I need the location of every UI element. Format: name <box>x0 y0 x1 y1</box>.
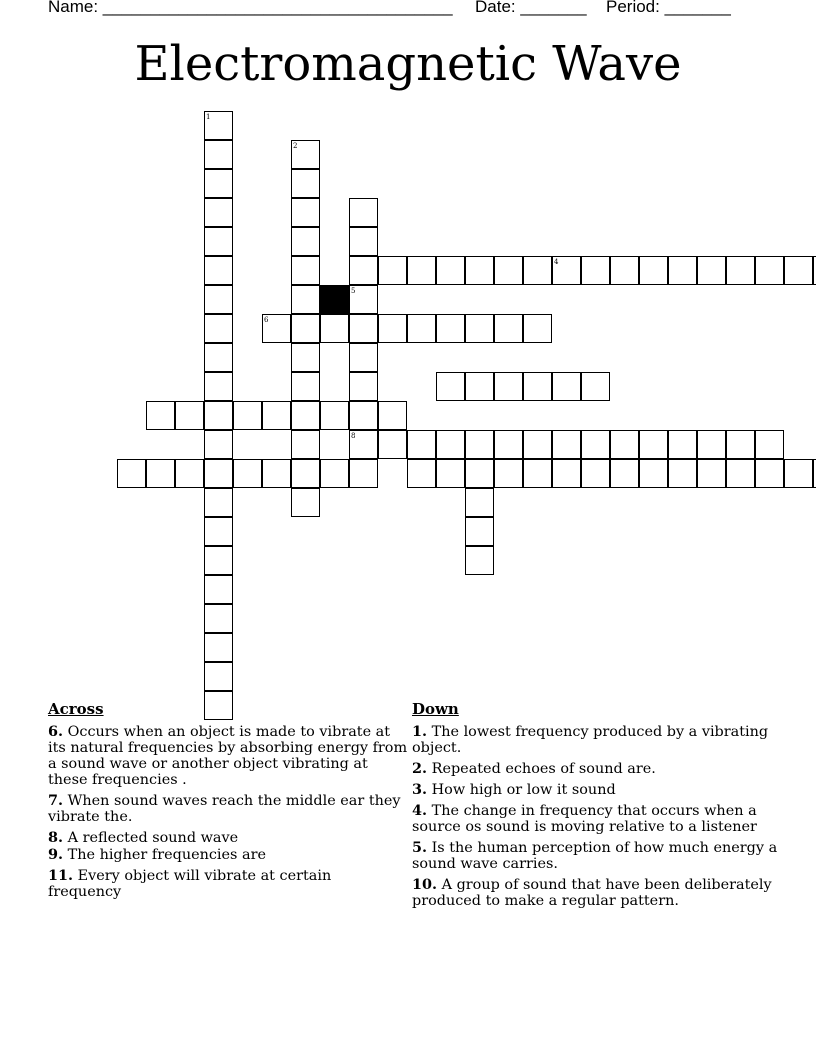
grid-cell[interactable] <box>349 198 378 227</box>
grid-cell[interactable] <box>581 372 610 401</box>
grid-cell[interactable] <box>291 169 320 198</box>
grid-cell[interactable] <box>233 459 262 488</box>
grid-cell[interactable] <box>146 459 175 488</box>
grid-cell[interactable] <box>349 343 378 372</box>
clue-number: 2. <box>412 760 428 777</box>
grid-cell[interactable] <box>581 256 610 285</box>
grid-cell[interactable] <box>639 459 668 488</box>
grid-cell[interactable] <box>320 401 349 430</box>
grid-cell[interactable] <box>291 198 320 227</box>
grid-cell[interactable] <box>407 459 436 488</box>
grid-cell[interactable] <box>378 430 407 459</box>
grid-cell[interactable] <box>204 140 233 169</box>
grid-cell[interactable] <box>668 430 697 459</box>
grid-cell[interactable] <box>755 430 784 459</box>
grid-cell[interactable] <box>291 459 320 488</box>
grid-cell[interactable] <box>726 459 755 488</box>
clue-text: A reflected sound wave <box>67 830 239 846</box>
grid-cell[interactable] <box>436 430 465 459</box>
grid-cell[interactable] <box>610 430 639 459</box>
cell-number: 4 <box>554 258 559 266</box>
clue-number: 5. <box>412 839 428 856</box>
grid-cell[interactable] <box>523 430 552 459</box>
grid-cell[interactable] <box>552 430 581 459</box>
clue-across-6 <box>48 724 408 788</box>
grid-cell[interactable] <box>291 140 320 169</box>
grid-cell[interactable] <box>436 459 465 488</box>
grid-cell[interactable] <box>146 401 175 430</box>
grid-cell[interactable] <box>349 256 378 285</box>
grid-cell[interactable] <box>697 459 726 488</box>
name-field[interactable]: Name: _____________________________________ <box>48 0 453 16</box>
grid-cell[interactable] <box>117 459 146 488</box>
grid-cell[interactable] <box>407 430 436 459</box>
clue-down-1 <box>412 724 792 756</box>
grid-cell[interactable] <box>552 256 581 285</box>
clue-text: Occurs when an object is made to vibrate at its natural frequencies by absorbing energy from a sound wave or another object vibrating at these frequencies . <box>48 724 408 788</box>
across-clues <box>48 700 408 905</box>
grid-cell[interactable] <box>552 459 581 488</box>
clue-number: 6. <box>48 723 64 740</box>
grid-cell[interactable] <box>204 546 233 575</box>
across-heading: Across <box>48 700 104 718</box>
grid-cell[interactable] <box>378 256 407 285</box>
grid-cell[interactable] <box>465 430 494 459</box>
clue-text: When sound waves reach the middle ear they vibrate the. <box>48 793 401 825</box>
grid-cell[interactable] <box>697 430 726 459</box>
grid-cell[interactable] <box>204 604 233 633</box>
grid-cell[interactable] <box>465 372 494 401</box>
grid-cell[interactable] <box>784 459 813 488</box>
grid-cell[interactable] <box>465 256 494 285</box>
grid-cell[interactable] <box>291 430 320 459</box>
grid-cell[interactable] <box>465 517 494 546</box>
grid-cell[interactable] <box>291 227 320 256</box>
grid-cell[interactable] <box>697 256 726 285</box>
grid-cell[interactable] <box>204 285 233 314</box>
grid-cell[interactable] <box>291 285 320 314</box>
grid-cell[interactable] <box>204 488 233 517</box>
clue-text: Repeated echoes of sound are. <box>431 761 656 777</box>
clue-text: The lowest frequency produced by a vibrating object. <box>412 724 769 756</box>
grid-cell[interactable] <box>436 372 465 401</box>
down-heading: Down <box>412 700 459 718</box>
grid-cell[interactable] <box>175 459 204 488</box>
grid-cell[interactable] <box>233 401 262 430</box>
down-clues <box>412 700 792 914</box>
grid-cell[interactable] <box>465 314 494 343</box>
grid-cell[interactable] <box>204 372 233 401</box>
grid-cell[interactable] <box>204 430 233 459</box>
clue-number: 11. <box>48 867 74 884</box>
grid-cell[interactable] <box>494 459 523 488</box>
cell-number: 1 <box>206 113 211 121</box>
cell-number: 5 <box>351 287 356 295</box>
grid-cell[interactable] <box>378 314 407 343</box>
grid-cell[interactable] <box>204 633 233 662</box>
grid-cell[interactable] <box>349 227 378 256</box>
grid-cell[interactable] <box>349 314 378 343</box>
clue-down-4 <box>412 803 792 835</box>
grid-cell[interactable] <box>465 459 494 488</box>
grid-cell[interactable] <box>349 372 378 401</box>
grid-cell[interactable] <box>291 488 320 517</box>
clue-text: Every object will vibrate at certain frequency <box>48 868 332 900</box>
cell-number: 2 <box>293 142 298 150</box>
grid-cell[interactable] <box>291 343 320 372</box>
grid-cell[interactable] <box>204 343 233 372</box>
clue-down-3 <box>412 782 792 798</box>
clue-down-10 <box>412 877 792 909</box>
grid-cell[interactable] <box>320 459 349 488</box>
grid-cell[interactable] <box>523 314 552 343</box>
grid-cell[interactable] <box>581 459 610 488</box>
grid-cell[interactable] <box>610 256 639 285</box>
grid-cell[interactable] <box>784 256 813 285</box>
grid-cell[interactable] <box>204 169 233 198</box>
grid-cell[interactable] <box>407 256 436 285</box>
grid-cell[interactable] <box>262 459 291 488</box>
grid-cell[interactable] <box>291 314 320 343</box>
grid-cell[interactable] <box>175 401 204 430</box>
grid-cell[interactable] <box>523 256 552 285</box>
grid-cell[interactable] <box>726 256 755 285</box>
clue-across-11 <box>48 868 408 900</box>
grid-cell[interactable] <box>349 430 378 459</box>
grid-cell[interactable] <box>204 227 233 256</box>
grid-cell[interactable] <box>204 459 233 488</box>
grid-cell[interactable] <box>494 372 523 401</box>
grid-cell[interactable] <box>436 314 465 343</box>
clue-number: 3. <box>412 781 428 798</box>
clue-across-9 <box>48 847 408 863</box>
grid-cell[interactable] <box>291 372 320 401</box>
grid-cell[interactable] <box>610 459 639 488</box>
grid-cell[interactable] <box>755 256 784 285</box>
grid-cell[interactable] <box>291 256 320 285</box>
clue-number: 9. <box>48 846 64 863</box>
grid-cell[interactable] <box>668 459 697 488</box>
grid-cell[interactable] <box>204 314 233 343</box>
period-field[interactable]: Period: _______ <box>606 0 731 16</box>
grid-cell[interactable] <box>349 285 378 314</box>
clue-text: How high or low it sound <box>431 782 616 798</box>
clue-number: 10. <box>412 876 438 893</box>
clue-text: The higher frequencies are <box>67 847 266 863</box>
clue-text: Is the human perception of how much energy a sound wave carries. <box>412 840 778 872</box>
grid-cell[interactable] <box>639 256 668 285</box>
cell-number: 6 <box>264 316 269 324</box>
grid-cell[interactable] <box>204 575 233 604</box>
clue-number: 1. <box>412 723 428 740</box>
grid-cell[interactable] <box>378 401 407 430</box>
grid-cell[interactable] <box>320 314 349 343</box>
grid-cell[interactable] <box>523 372 552 401</box>
grid-cell[interactable] <box>204 256 233 285</box>
clue-number: 8. <box>48 829 64 846</box>
clue-down-5 <box>412 840 792 872</box>
grid-cell[interactable] <box>494 430 523 459</box>
grid-cell[interactable] <box>581 430 610 459</box>
clue-text: A group of sound that have been deliberately produced to make a regular pattern. <box>412 877 772 909</box>
black-cell <box>320 285 349 314</box>
clue-down-2 <box>412 761 792 777</box>
grid-cell[interactable] <box>407 314 436 343</box>
grid-cell[interactable] <box>436 256 465 285</box>
date-field[interactable]: Date: _______ <box>475 0 587 16</box>
grid-cell[interactable] <box>494 256 523 285</box>
grid-cell[interactable] <box>262 401 291 430</box>
grid-cell[interactable] <box>668 256 697 285</box>
grid-cell[interactable] <box>494 314 523 343</box>
clue-number: 7. <box>48 792 64 809</box>
grid-cell[interactable] <box>262 314 291 343</box>
grid-cell[interactable] <box>465 488 494 517</box>
grid-cell[interactable] <box>291 401 320 430</box>
grid-cell[interactable] <box>204 401 233 430</box>
clue-text: The change in frequency that occurs when a source os sound is moving relative to a listener <box>412 803 757 835</box>
page-title: Electromagnetic Wave <box>134 36 682 92</box>
grid-cell[interactable] <box>552 372 581 401</box>
cell-number: 8 <box>351 432 356 440</box>
grid-cell[interactable] <box>755 459 784 488</box>
clue-across-8 <box>48 830 408 846</box>
grid-cell[interactable] <box>639 430 668 459</box>
grid-cell[interactable] <box>349 401 378 430</box>
clue-number: 4. <box>412 802 428 819</box>
grid-cell[interactable] <box>349 459 378 488</box>
grid-cell[interactable] <box>204 111 233 140</box>
grid-cell[interactable] <box>523 459 552 488</box>
grid-cell[interactable] <box>204 517 233 546</box>
grid-cell[interactable] <box>465 546 494 575</box>
grid-cell[interactable] <box>726 430 755 459</box>
grid-cell[interactable] <box>204 662 233 691</box>
clue-across-7 <box>48 793 408 825</box>
grid-cell[interactable] <box>204 198 233 227</box>
